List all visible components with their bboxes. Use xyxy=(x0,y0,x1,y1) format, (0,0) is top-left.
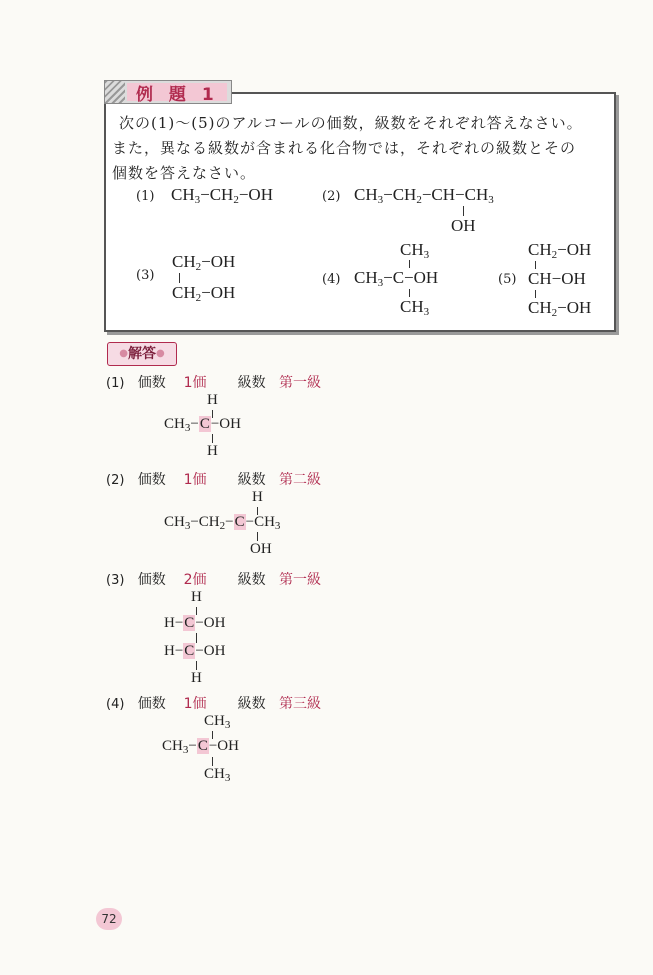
answer-3-h-bottom: H xyxy=(191,670,202,686)
question-line-3: 個数を答えなさい。 xyxy=(112,164,257,182)
answer-2-row: (2) 価数 1価 級数 第二級 xyxy=(106,472,322,488)
compound-4-middle: $CH_3-C-OH$ xyxy=(354,268,439,289)
compound-3-bottom: $CH_2-OH$ xyxy=(172,283,236,304)
answer-1-h-bottom: H xyxy=(207,443,218,459)
answer-4-row: (4) 価数 1価 級数 第三級 xyxy=(106,696,322,712)
compound-2-number: (2) xyxy=(322,189,341,204)
answer-3-bond-1 xyxy=(196,607,197,615)
compound-1-number: (1) xyxy=(136,189,155,204)
answer-2-h-top: H xyxy=(252,489,263,505)
compound-5-number: (5) xyxy=(498,272,517,287)
compound-3-number: (3) xyxy=(136,268,155,283)
answer-4-valence: 1価 xyxy=(183,696,207,712)
compound-5-bond-bottom xyxy=(535,290,536,298)
answer-4-bottom: $CH_3$ xyxy=(204,766,231,784)
answer-1-formula: $CH_3-C-OH$ xyxy=(164,416,241,434)
compound-4-number: (4) xyxy=(322,272,341,287)
answer-1-row: (1) 価数 1価 級数 第一級 xyxy=(106,375,322,391)
compound-2-oh: OH xyxy=(451,216,476,235)
answer-3-class: 第一級 xyxy=(279,572,322,588)
answer-label: ●解答● xyxy=(107,342,177,366)
page-number: 72 xyxy=(96,908,122,930)
answer-4-formula: $CH_3-C-OH$ xyxy=(162,738,239,756)
answer-4-bond-bottom xyxy=(212,757,213,766)
answer-3-valence: 2価 xyxy=(183,572,207,588)
compound-5-bond-top xyxy=(535,261,536,269)
answer-2-class: 第二級 xyxy=(279,472,322,488)
compound-5-middle: CH−OH xyxy=(528,269,586,288)
example-title: 例 題 1 xyxy=(136,85,219,105)
answer-1-h-top: H xyxy=(207,392,218,408)
answer-3-row: (3) 価数 2価 級数 第一級 xyxy=(106,572,322,588)
answer-1-class: 第一級 xyxy=(279,375,322,391)
answer-3-bond-3 xyxy=(196,661,197,670)
compound-4-top: $CH_3$ xyxy=(400,240,430,261)
compound-2-bond xyxy=(463,206,464,216)
compound-5-bottom: $CH_2-OH$ xyxy=(528,298,592,319)
compound-3-bond xyxy=(179,273,180,283)
compound-1-formula: $CH_3-CH_2-OH$ xyxy=(171,185,273,206)
compound-4-bond-top xyxy=(409,260,410,268)
compound-2-formula: $CH_3-CH_2-CH-CH_3$ xyxy=(354,185,494,206)
answer-3-h-top: H xyxy=(191,589,202,605)
compound-4-bond-bottom xyxy=(409,289,410,297)
answer-2-oh: OH xyxy=(250,541,272,557)
answer-1-bond-bottom xyxy=(212,434,213,443)
answer-2-valence: 1価 xyxy=(183,472,207,488)
answer-3-line-2: H−C−OH xyxy=(164,643,226,659)
answer-2-formula: $CH_3-CH_2-C-CH_3$ xyxy=(164,514,281,532)
question-line-2: また，異なる級数が含まれる化合物では，それぞれの級数とその xyxy=(112,139,577,157)
answer-4-class: 第三級 xyxy=(279,696,322,712)
compound-5-top: $CH_2-OH$ xyxy=(528,240,592,261)
answer-3-bond-2 xyxy=(196,633,197,643)
compound-4-bottom: $CH_3$ xyxy=(400,297,430,318)
question-line-1: 次の(1)〜(5)のアルコールの価数，級数をそれぞれ答えなさい。 xyxy=(119,114,583,132)
answer-2-bond-bottom xyxy=(257,532,258,541)
answer-3-line-1: H−C−OH xyxy=(164,615,226,631)
answer-4-top: $CH_3$ xyxy=(204,713,231,731)
compound-3-top: $CH_2-OH$ xyxy=(172,252,236,273)
answer-1-valence: 1価 xyxy=(183,375,207,391)
